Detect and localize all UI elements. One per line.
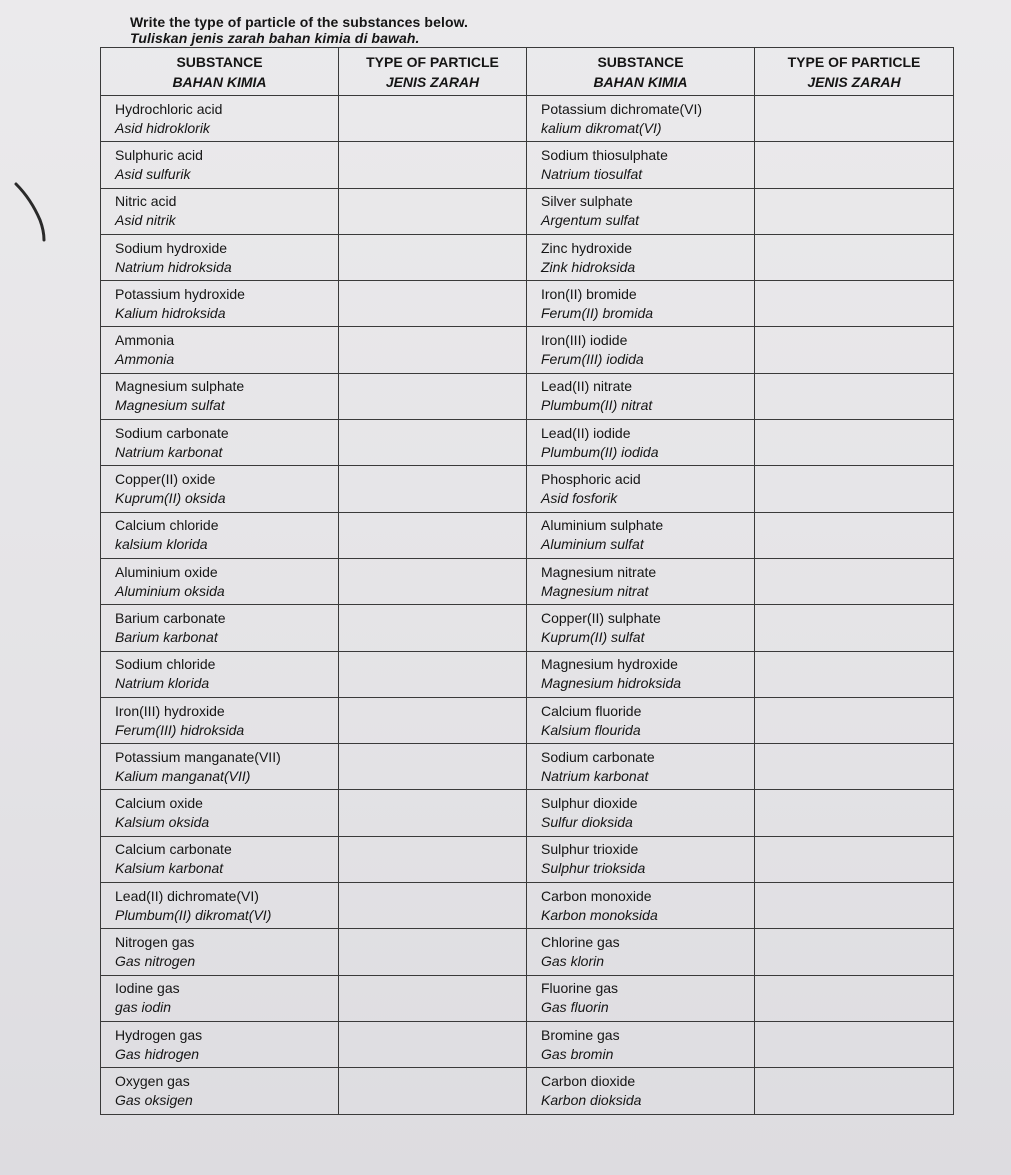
- substance-name-malay: Kalium hidroksida: [115, 304, 226, 321]
- substance-name-malay: Argentum sulfat: [541, 212, 640, 229]
- particle-answer-cell[interactable]: [339, 836, 527, 882]
- particle-answer-cell[interactable]: [755, 142, 954, 188]
- substance-name-malay: Gas fluorin: [541, 999, 609, 1016]
- particle-answer-cell[interactable]: [339, 558, 527, 604]
- pen-stroke-mark: [12, 180, 46, 244]
- table-row: [101, 327, 954, 373]
- substance-cell: [527, 512, 755, 558]
- substance-name-english: Sodium hydroxide: [115, 239, 228, 256]
- table-row: [101, 651, 954, 697]
- substance-cell: [101, 1021, 339, 1067]
- table-row: [101, 929, 954, 975]
- substance-name-english: Calcium fluoride: [541, 702, 642, 719]
- substance-cell: [101, 651, 339, 697]
- particle-answer-cell[interactable]: [755, 744, 954, 790]
- substance-cell: [527, 234, 755, 280]
- particle-answer-cell[interactable]: [755, 188, 954, 234]
- particle-answer-cell[interactable]: [339, 975, 527, 1021]
- substance-name-english: Ammonia: [115, 332, 175, 349]
- substance-cell: [527, 1021, 755, 1067]
- substance-name-english: Aluminium sulphate: [541, 517, 664, 534]
- substance-name-malay: Magnesium nitrat: [541, 582, 649, 599]
- table-row: [101, 836, 954, 882]
- table-row: [101, 466, 954, 512]
- header-particle-right: TYPE OF PARTICLE JENIS ZARAH: [755, 48, 954, 96]
- substance-name-english: Silver sulphate: [541, 193, 633, 210]
- substance-name-english: Potassium manganate(VII): [115, 748, 281, 765]
- table-row: [101, 1068, 954, 1114]
- substance-name-malay: Magnesium sulfat: [115, 397, 225, 414]
- particle-answer-cell[interactable]: [755, 558, 954, 604]
- substance-cell: [101, 466, 339, 512]
- particle-answer-cell[interactable]: [755, 234, 954, 280]
- substance-cell: [101, 420, 339, 466]
- particle-answer-cell[interactable]: [339, 1021, 527, 1067]
- substance-name-malay: Aluminium oksida: [115, 582, 225, 599]
- substance-cell: [101, 188, 339, 234]
- particle-answer-cell[interactable]: [755, 651, 954, 697]
- particle-answer-cell[interactable]: [339, 373, 527, 419]
- particle-answer-cell[interactable]: [339, 883, 527, 929]
- substance-name-english: Hydrogen gas: [115, 1026, 203, 1043]
- substance-name-english: Iron(III) hydroxide: [115, 702, 225, 719]
- particle-answer-cell[interactable]: [339, 697, 527, 743]
- particle-answer-cell[interactable]: [755, 420, 954, 466]
- substance-name-english: Bromine gas: [541, 1026, 620, 1043]
- table-row: [101, 512, 954, 558]
- substance-name-english: Lead(II) nitrate: [541, 378, 633, 395]
- substance-name-malay: Plumbum(II) nitrat: [541, 397, 653, 414]
- particle-answer-cell[interactable]: [755, 975, 954, 1021]
- substance-name-malay: Natrium karbonat: [541, 767, 649, 784]
- particle-answer-cell[interactable]: [755, 96, 954, 142]
- particle-answer-cell[interactable]: [339, 512, 527, 558]
- substance-name-english: Carbon dioxide: [541, 1072, 636, 1089]
- substance-name-english: Hydrochloric acid: [115, 100, 223, 117]
- substance-cell: [527, 327, 755, 373]
- substance-name-english: Lead(II) dichromate(VI): [115, 887, 259, 904]
- substance-name-malay: Ammonia: [115, 351, 175, 368]
- particle-answer-cell[interactable]: [755, 836, 954, 882]
- substance-cell: [527, 142, 755, 188]
- substance-cell: [101, 744, 339, 790]
- substance-name-english: Phosphoric acid: [541, 471, 641, 488]
- substance-name-malay: Magnesium hidroksida: [541, 675, 682, 692]
- table-row: [101, 96, 954, 142]
- substance-name-malay: Karbon monoksida: [541, 906, 658, 923]
- table-row: [101, 790, 954, 836]
- header-substance-left: SUBSTANCE BAHAN KIMIA: [101, 48, 339, 96]
- particle-answer-cell[interactable]: [755, 1021, 954, 1067]
- particle-answer-cell[interactable]: [755, 373, 954, 419]
- particle-answer-cell[interactable]: [339, 281, 527, 327]
- substance-cell: [101, 605, 339, 651]
- substance-cell: [101, 1068, 339, 1114]
- substance-name-malay: gas iodin: [115, 999, 172, 1016]
- particle-answer-cell[interactable]: [339, 466, 527, 512]
- particle-answer-cell[interactable]: [755, 929, 954, 975]
- substance-cell: [527, 605, 755, 651]
- substance-cell: [101, 373, 339, 419]
- substance-name-english: Calcium carbonate: [115, 841, 232, 858]
- header-substance-right: SUBSTANCE BAHAN KIMIA: [527, 48, 755, 96]
- table-row: [101, 883, 954, 929]
- particle-answer-cell[interactable]: [755, 466, 954, 512]
- substance-cell: [101, 234, 339, 280]
- substance-name-malay: kalium dikromat(VI): [541, 119, 662, 136]
- substance-cell: [101, 883, 339, 929]
- particle-answer-cell[interactable]: [339, 790, 527, 836]
- substance-name-malay: Kuprum(II) sulfat: [541, 628, 645, 645]
- particle-type-table: [100, 47, 954, 1115]
- substance-name-malay: Kalium manganat(VII): [115, 767, 251, 784]
- substance-name-english: Calcium oxide: [115, 795, 203, 812]
- substance-name-malay: Kalsium oksida: [115, 814, 210, 831]
- substance-cell: [527, 466, 755, 512]
- substance-name-malay: Natrium tiosulfat: [541, 165, 643, 182]
- table-row: [101, 281, 954, 327]
- substance-name-malay: Plumbum(II) iodida: [541, 443, 659, 460]
- substance-name-malay: Natrium hidroksida: [115, 258, 232, 275]
- substance-name-malay: Gas klorin: [541, 952, 605, 969]
- substance-name-malay: Sulphur trioksida: [541, 860, 646, 877]
- substance-cell: [101, 281, 339, 327]
- particle-answer-cell[interactable]: [339, 929, 527, 975]
- table-row: [101, 975, 954, 1021]
- substance-name-english: Sulphur dioxide: [541, 795, 638, 812]
- substance-name-malay: Karbon dioksida: [541, 1091, 642, 1108]
- substance-name-english: Sodium carbonate: [541, 748, 655, 765]
- substance-name-english: Sodium chloride: [115, 656, 216, 673]
- substance-name-english: Nitric acid: [115, 193, 177, 210]
- substance-name-english: Magnesium hydroxide: [541, 656, 678, 673]
- substance-cell: [527, 836, 755, 882]
- particle-answer-cell[interactable]: [339, 420, 527, 466]
- table-row: [101, 605, 954, 651]
- substance-name-english: Fluorine gas: [541, 980, 619, 997]
- substance-name-malay: Asid sulfurik: [115, 165, 191, 182]
- substance-cell: [527, 1068, 755, 1114]
- substance-name-english: Sodium carbonate: [115, 424, 229, 441]
- substance-name-english: Calcium chloride: [115, 517, 219, 534]
- particle-answer-cell[interactable]: [339, 96, 527, 142]
- substance-name-malay: Gas nitrogen: [115, 952, 196, 969]
- substance-name-english: Nitrogen gas: [115, 933, 195, 950]
- substance-name-english: Sodium thiosulphate: [541, 146, 668, 163]
- substance-name-english: Aluminium oxide: [115, 563, 218, 580]
- worksheet-instruction: [130, 14, 468, 46]
- header-particle-left: TYPE OF PARTICLE JENIS ZARAH: [339, 48, 527, 96]
- substance-name-malay: Gas hidrogen: [115, 1045, 200, 1062]
- particle-answer-cell[interactable]: [339, 327, 527, 373]
- particle-answer-cell[interactable]: [339, 188, 527, 234]
- substance-cell: [527, 281, 755, 327]
- substance-cell: [527, 651, 755, 697]
- substance-name-malay: Kuprum(II) oksida: [115, 490, 226, 507]
- substance-name-english: Zinc hydroxide: [541, 239, 633, 256]
- substance-cell: [527, 420, 755, 466]
- substance-cell: [101, 929, 339, 975]
- substance-cell: [101, 558, 339, 604]
- instruction-english: Write the type of particle of the substances below.: [130, 14, 469, 30]
- substance-name-malay: Kalsium karbonat: [115, 860, 224, 877]
- substance-cell: [101, 512, 339, 558]
- substance-cell: [527, 558, 755, 604]
- substance-cell: [101, 836, 339, 882]
- table-row: [101, 142, 954, 188]
- substance-name-english: Sulphuric acid: [115, 146, 203, 163]
- table-row: [101, 1021, 954, 1067]
- substance-name-malay: Plumbum(II) dikromat(VI): [115, 906, 272, 923]
- substance-cell: [101, 975, 339, 1021]
- substance-cell: [527, 697, 755, 743]
- particle-answer-cell[interactable]: [339, 1068, 527, 1114]
- substance-name-malay: Zink hidroksida: [541, 258, 636, 275]
- substance-cell: [101, 327, 339, 373]
- substance-name-malay: Asid hidroklorik: [115, 119, 210, 136]
- particle-answer-cell[interactable]: [339, 605, 527, 651]
- particle-answer-cell[interactable]: [339, 651, 527, 697]
- particle-answer-cell[interactable]: [755, 512, 954, 558]
- substance-name-malay: Asid nitrik: [115, 212, 176, 229]
- substance-name-english: Sulphur trioxide: [541, 841, 639, 858]
- substance-cell: [527, 929, 755, 975]
- particle-answer-cell[interactable]: [755, 327, 954, 373]
- substance-cell: [101, 142, 339, 188]
- substance-cell: [101, 790, 339, 836]
- particle-answer-cell[interactable]: [755, 605, 954, 651]
- substance-cell: [527, 188, 755, 234]
- substance-name-malay: Ferum(III) iodida: [541, 351, 644, 368]
- substance-name-english: Barium carbonate: [115, 609, 226, 626]
- instruction-malay: Tuliskan jenis zarah bahan kimia di bawah.: [130, 30, 420, 46]
- particle-answer-cell[interactable]: [755, 790, 954, 836]
- substance-name-malay: Gas oksigen: [115, 1091, 193, 1108]
- substance-name-malay: Ferum(II) bromida: [541, 304, 654, 321]
- substance-name-english: Copper(II) sulphate: [541, 609, 661, 626]
- table-row: [101, 373, 954, 419]
- substance-cell: [527, 744, 755, 790]
- substance-cell: [101, 697, 339, 743]
- substance-name-malay: Natrium klorida: [115, 675, 210, 692]
- substance-name-malay: Asid fosforik: [541, 490, 618, 507]
- particle-answer-cell[interactable]: [755, 1068, 954, 1114]
- table-row: [101, 188, 954, 234]
- substance-name-english: Magnesium sulphate: [115, 378, 245, 395]
- substance-name-english: Chlorine gas: [541, 933, 620, 950]
- substance-name-malay: Natrium karbonat: [115, 443, 223, 460]
- substance-cell: [527, 790, 755, 836]
- substance-name-english: Iron(II) bromide: [541, 285, 637, 302]
- substance-name-malay: Sulfur dioksida: [541, 814, 633, 831]
- table-header-row: [101, 48, 954, 96]
- substance-name-malay: Ferum(III) hidroksida: [115, 721, 245, 738]
- table-row: [101, 420, 954, 466]
- particle-answer-cell[interactable]: [339, 744, 527, 790]
- substance-name-english: Iron(III) iodide: [541, 332, 628, 349]
- substance-name-english: Carbon monoxide: [541, 887, 652, 904]
- table-row: [101, 558, 954, 604]
- table-row: [101, 697, 954, 743]
- substance-cell: [101, 96, 339, 142]
- substance-name-english: Potassium dichromate(VI): [541, 100, 703, 117]
- substance-cell: [527, 975, 755, 1021]
- substance-name-malay: Kalsium flourida: [541, 721, 641, 738]
- substance-name-english: Copper(II) oxide: [115, 471, 216, 488]
- substance-name-malay: kalsium klorida: [115, 536, 208, 553]
- substance-name-malay: Aluminium sulfat: [541, 536, 644, 553]
- substance-name-english: Potassium hydroxide: [115, 285, 245, 302]
- particle-answer-cell[interactable]: [339, 142, 527, 188]
- table-row: [101, 234, 954, 280]
- particle-answer-cell[interactable]: [755, 883, 954, 929]
- substance-cell: [527, 883, 755, 929]
- substance-name-malay: Gas bromin: [541, 1045, 614, 1062]
- particle-answer-cell[interactable]: [339, 234, 527, 280]
- substance-cell: [527, 96, 755, 142]
- substance-name-malay: Barium karbonat: [115, 628, 218, 645]
- substance-name-english: Magnesium nitrate: [541, 563, 657, 580]
- substance-name-english: Oxygen gas: [115, 1072, 190, 1089]
- substance-name-english: Lead(II) iodide: [541, 424, 631, 441]
- particle-answer-cell[interactable]: [755, 281, 954, 327]
- substance-cell: [527, 373, 755, 419]
- table-row: [101, 744, 954, 790]
- substance-name-english: Iodine gas: [115, 980, 180, 997]
- particle-answer-cell[interactable]: [755, 697, 954, 743]
